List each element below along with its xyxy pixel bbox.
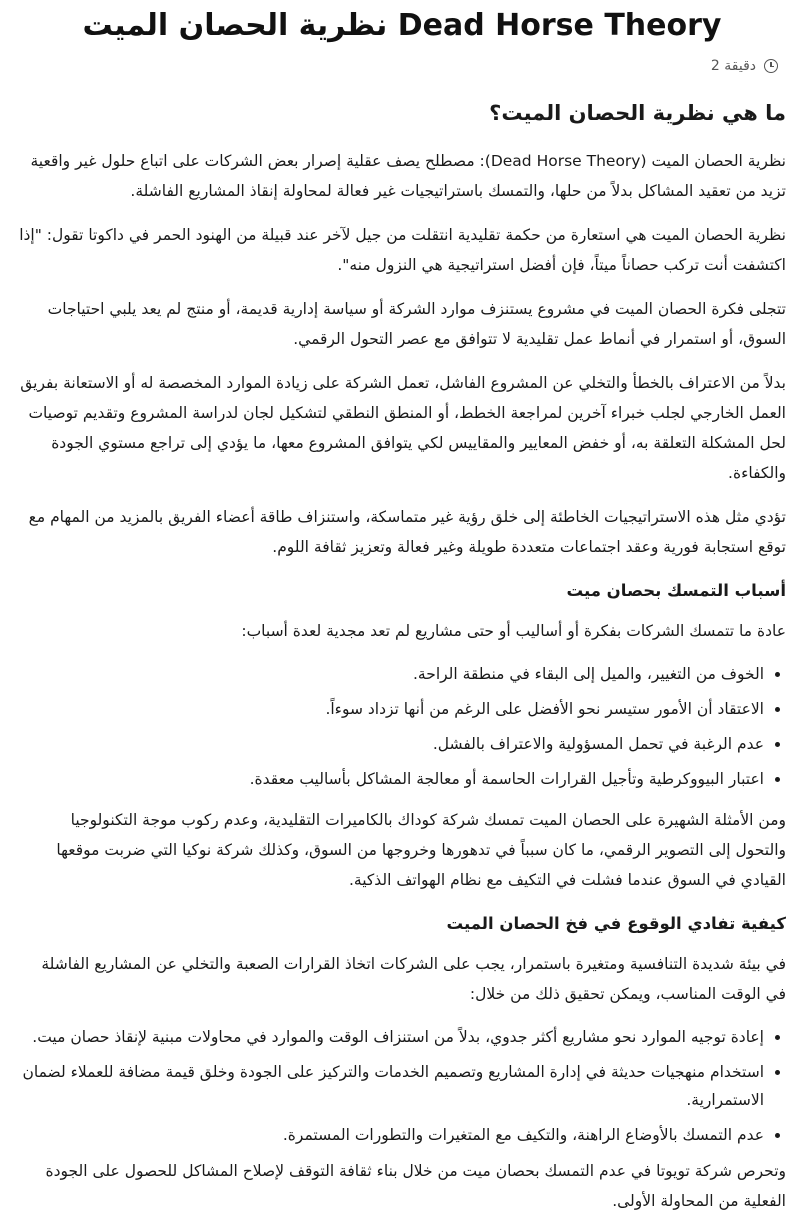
section-heading-avoid: كيفية تفادي الوقوع في فخ الحصان الميت bbox=[446, 914, 786, 933]
article-body bbox=[18, 96, 786, 1230]
list-item: • عدم التمسك بالأوضاع الراهنة، والتكيف مع المتغيرات والتطورات المستمرة. bbox=[18, 1121, 764, 1149]
read-time-label: 2 دقيقة bbox=[710, 58, 756, 74]
avoid-list bbox=[18, 1023, 786, 1149]
list-item: • استخدام منهجيات حديثة في إدارة المشاريع وتصميم الخدمات والتركيز على الجودة وخلق قيمة مضافة للعملاء لضمان الاستمرارية. bbox=[18, 1058, 764, 1114]
list-item: • الخوف من التغيير، والميل إلى البقاء في منطقة الراحة. bbox=[18, 660, 764, 688]
paragraph: في بيئة شديدة التنافسية ومتغيرة باستمرار، يجب على الشركات اتخاذ القرارات الصعبة والتخلي عن المشاريع الفاشلة في الوقت المناسب، ويمكن تحقيق ذلك من خلال: bbox=[41, 955, 786, 1003]
causes-list bbox=[18, 660, 786, 793]
clock-icon bbox=[764, 59, 778, 73]
list-item: • الاعتقاد أن الأمور ستيسر نحو الأفضل على الرغم من أنها تزداد سوءاً. bbox=[18, 695, 764, 723]
article-title: نظرية الحصان الميت Dead Horse Theory bbox=[82, 8, 722, 43]
paragraph: وتحرص شركة تويوتا في عدم التمسك بحصان ميت من خلال بناء ثقافة التوقف لإصلاح المشاكل للحصول على الجودة الفعلية من المحاولة الأولى. bbox=[45, 1162, 786, 1210]
list-item: • عدم الرغبة في تحمل المسؤولية والاعتراف بالفشل. bbox=[18, 730, 764, 758]
paragraph: تؤدي مثل هذه الاستراتيجيات الخاطئة إلى خلق رؤية غير متماسكة، واستنزاف طاقة أعضاء الفريق بالمزيد من المهام مع توقع استجابة فورية وعقد اجتماعات متعددة طويلة وغير فعالة وتعزيز ثقافة اللوم. bbox=[28, 508, 786, 556]
paragraph: نظرية الحصان الميت (Dead Horse Theory): مصطلح يصف عقلية إصرار بعض الشركات على اتباع حلول غير واقعية تزيد من تعقيد المشاكل بدلاً من حلها، والتمسك باستراتيجيات غير فعالة لمحاولة إنقاذ المشاريع الفاشلة. bbox=[30, 152, 786, 200]
paragraph: تتجلى فكرة الحصان الميت في مشروع يستنزف موارد الشركة أو سياسة إدارية قديمة، أو منتج لم يعد يلبي احتياجات السوق، أو استمرار في أنماط عمل تقليدية لا تتوافق مع عصر التحول الرقمي. bbox=[47, 300, 786, 348]
paragraph: نظرية الحصان الميت هي استعارة من حكمة تقليدية انتقلت من جيل لآخر عند قبيلة من الهنود الحمر في داكوتا تقول: "إذا اكتشفت أنت تركب حصاناً ميتاً، فإن أفضل استراتيجية هي النزول منه". bbox=[19, 226, 786, 274]
paragraph: عادة ما تتمسك الشركات بفكرة أو أساليب أو حتى مشاريع لم تعد مجدية لعدة أسباب: bbox=[241, 622, 786, 640]
list-item: • إعادة توجيه الموارد نحو مشاريع أكثر جدوي، بدلاً من استنزاف الوقت والموارد في محاولات مبنية لإنقاذ حصان ميت. bbox=[18, 1023, 764, 1051]
read-time bbox=[711, 58, 778, 74]
paragraph: بدلاً من الاعتراف بالخطأ والتخلي عن المشروع الفاشل، تعمل الشركة على زيادة الموارد المخصصة له أو الاستعانة بفريق العمل الخارجي لجلب خبراء آخرين لمراجعة الخطط، أو المنطق النطقي لتشكيل لجان لدراسة المشروع وتقديم توصيات لحل المشكلة التعلقة به، أو خفض المعايير والمقاييس لكي يتوافق المشروع معها، ما يؤدي إلى تراجع مستوي الجودة والكفاءة. bbox=[20, 374, 786, 482]
paragraph: ومن الأمثلة الشهيرة على الحصان الميت تمسك شركة كوداك بالكاميرات التقليدية، وعدم ركوب موجة التكنولوجيا والتحول إلى التصوير الرقمي، ما كان سبباً في تدهورها وخروجها من السوق، وكذلك شركة نوكيا التي ضربت موقعها القيادي في السوق عندما فشلت في التكيف مع نظام الهواتف الذكية. bbox=[56, 811, 786, 889]
section-heading-main: ما هي نظرية الحصان الميت؟ bbox=[489, 101, 786, 125]
section-heading-causes: أسباب التمسك بحصان ميت bbox=[566, 581, 786, 600]
list-item: • اعتبار البيووكرطية وتأجيل القرارات الحاسمة أو معالجة المشاكل بأساليب معقدة. bbox=[18, 765, 764, 793]
